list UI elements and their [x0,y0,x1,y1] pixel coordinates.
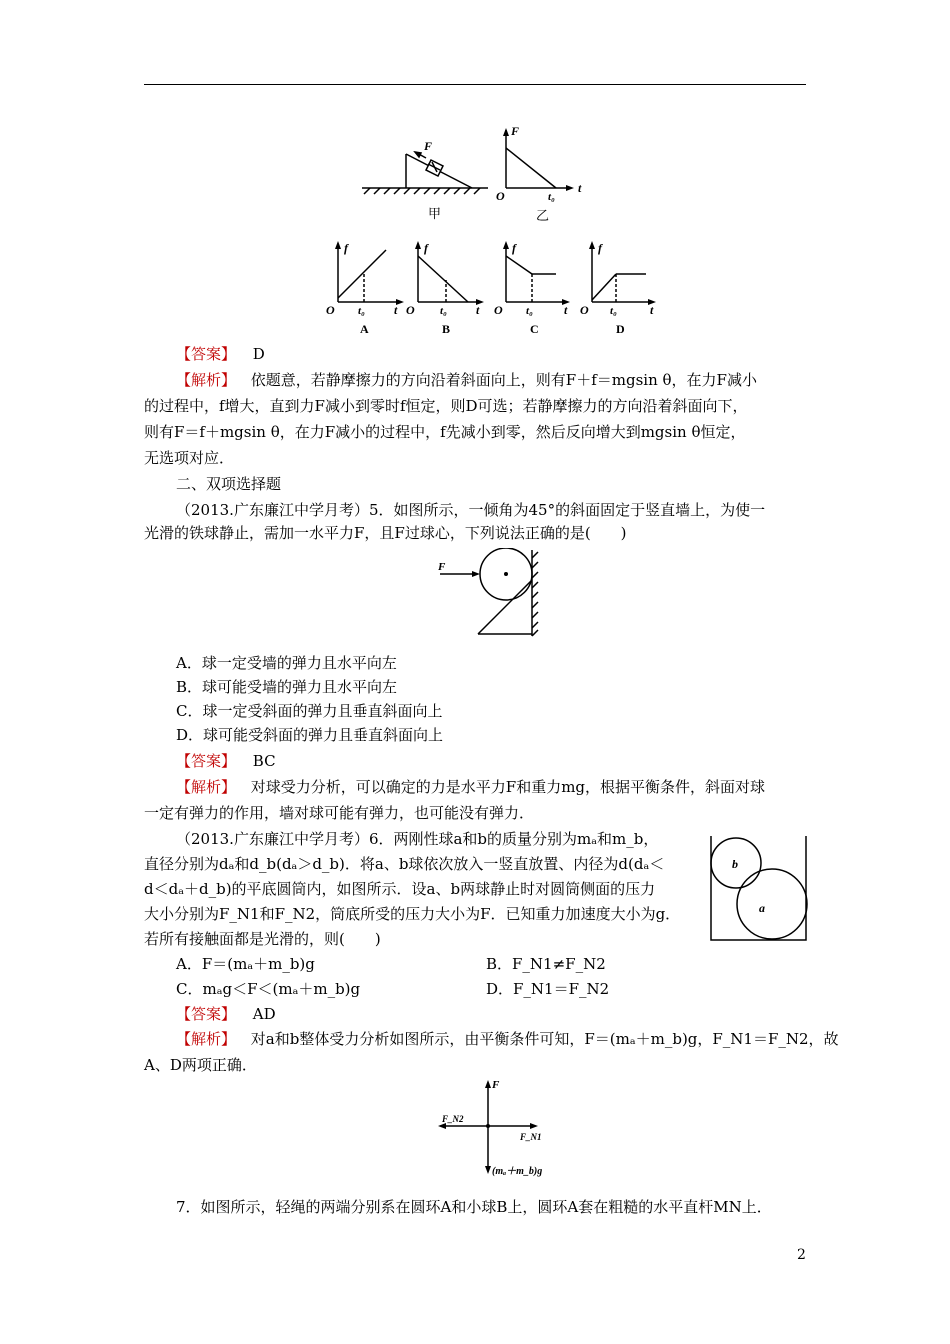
q6-fig-FN2: F_N2 [442,1114,464,1124]
q6-analysis-line-2: A、D两项正确． [144,1056,257,1074]
q6-stem-line-1: （2013.广东廉江中学月考）6．两刚性球a和b的质量分别为mₐ和m_b， [176,830,659,848]
q6-stem-line-3: d＜dₐ＋d_b)的平底圆筒内，如图所示．设a、b两球静止时对圆筒侧面的压力 [144,880,656,898]
answer-value: AD [252,1005,276,1023]
q6-stem-line-2: 直径分别为dₐ和d_b(dₐ＞d_b)．将a、b球依次放入一竖直放置、内径为d(dₐ＜ [144,855,665,873]
q5-option-D: D．球可能受斜面的弹力且垂直斜面向上 [176,726,444,744]
jia-F-label: F [424,139,433,153]
analysis-tag: 【解析】 [176,1030,237,1048]
q5-answer [176,750,838,772]
figure-jia [362,152,488,194]
B-t0: t₀ [440,305,447,317]
yi-t-label: t [578,181,582,195]
A-t: t [394,303,398,317]
yi-t0-label: t₀ [548,191,555,203]
q4-answer [176,343,838,365]
C-label: C [530,322,539,336]
yi-label: 乙 [536,208,550,223]
q5-option-C: C．球一定受斜面的弹力且垂直斜面向上 [176,702,443,720]
q4-analysis-line-4: 无选项对应． [144,449,235,467]
q6-answer [176,1003,838,1025]
figure-yi [506,130,570,188]
C-t0: t₀ [526,305,533,317]
analysis-tag: 【解析】 [176,778,237,796]
page-number: 2 [797,1247,806,1263]
answer-tag: 【答案】 [176,1005,237,1023]
yi-O-label: O [496,189,505,203]
analysis-text: 依题意，若静摩擦力的方向沿着斜面向上，则有F＋f＝mgsin θ，在力F减小 [250,371,757,389]
analysis-text: 对球受力分析，可以确定的力是水平力F和重力mg，根据平衡条件，斜面对球 [250,778,766,796]
q5-option-B: B．球可能受墙的弹力且水平向左 [176,678,398,696]
q6-fig-F: F [492,1079,500,1091]
figure-incline-graphs [300,120,670,340]
analysis-tag: 【解析】 [176,371,237,389]
A-t0: t₀ [358,305,365,317]
figure-cylinder-balls [706,834,810,944]
q5-stem-line-2: 光滑的铁球静止，需加一水平力F，且F过球心，下列说法正确的是( ) [144,524,627,542]
D-O: O [580,303,589,317]
A-label: A [360,322,369,336]
q5-analysis-line-1 [176,776,838,798]
D-t: t [650,303,654,317]
header-rule [144,84,806,85]
yi-F-label: F [511,124,520,138]
C-t: t [564,303,568,317]
q6-analysis-line-1 [176,1028,838,1050]
q6-fig-G: (mₐ＋m_b)g [492,1166,543,1177]
q5-fig-F: F [438,561,446,573]
B-f: f [424,241,428,255]
answer-value: D [252,345,265,363]
C-f: f [512,241,516,255]
D-label: D [616,322,625,336]
q7-stem-line-1: 7．如图所示，轻绳的两端分别系在圆环A和小球B上，圆环A套在粗糙的水平直杆MN上． [176,1198,772,1216]
q4-analysis-line-3: 则有F＝f＋mgsin θ，在力F减小的过程中，f先减小到零，然后反向增大到mgsin θ恒定， [144,423,746,441]
A-f: f [344,241,348,255]
q5-option-A: A．球一定受墙的弹力且水平向左 [176,654,397,672]
answer-tag: 【答案】 [176,752,237,770]
q6-fig-FN1: F_N1 [520,1132,542,1142]
q6-option-B: B．F_N1≠F_N2 [486,955,606,973]
figure-ball-wall [432,548,544,640]
analysis-text: 对a和b整体受力分析如图所示，由平衡条件可知，F＝(mₐ＋m_b)g，F_N1＝F_N2，故 [250,1030,839,1048]
q6-fig-b: b [732,857,738,871]
answer-tag: 【答案】 [176,345,237,363]
q6-stem-line-5: 若所有接触面都是光滑的，则( ) [144,930,381,948]
q4-analysis-line-1 [176,369,838,391]
figure-force-diagram [436,1076,586,1180]
q5-stem-line-1: （2013.广东廉江中学月考）5．如图所示，一倾角为45°的斜面固定于竖直墙上，为使一 [176,501,766,519]
B-t: t [476,303,480,317]
jia-label: 甲 [428,206,442,221]
q6-option-A: A．F＝(mₐ＋m_b)g [176,955,315,973]
B-label: B [442,322,451,336]
section-heading: 二、双项选择题 [176,475,282,493]
C-O: O [494,303,503,317]
q6-option-D: D．F_N1＝F_N2 [486,980,610,998]
B-O: O [406,303,415,317]
q6-fig-a: a [759,901,765,915]
answer-value: BC [252,752,276,770]
q5-analysis-line-2: 一定有弹力的作用，墙对球可能有弹力，也可能没有弹力． [144,804,535,822]
A-O: O [326,303,335,317]
D-t0: t₀ [610,305,617,317]
q4-analysis-line-2: 的过程中，f增大，直到力F减小到零时f恒定，则D可选；若静摩擦力的方向沿着斜面向下， [144,397,748,415]
q6-option-C: C．mₐg＜F＜(mₐ＋m_b)g [176,980,361,998]
D-f: f [598,241,602,255]
q6-stem-line-4: 大小分别为F_N1和F_N2，筒底所受的压力大小为F．已知重力加速度大小为g． [144,905,681,923]
